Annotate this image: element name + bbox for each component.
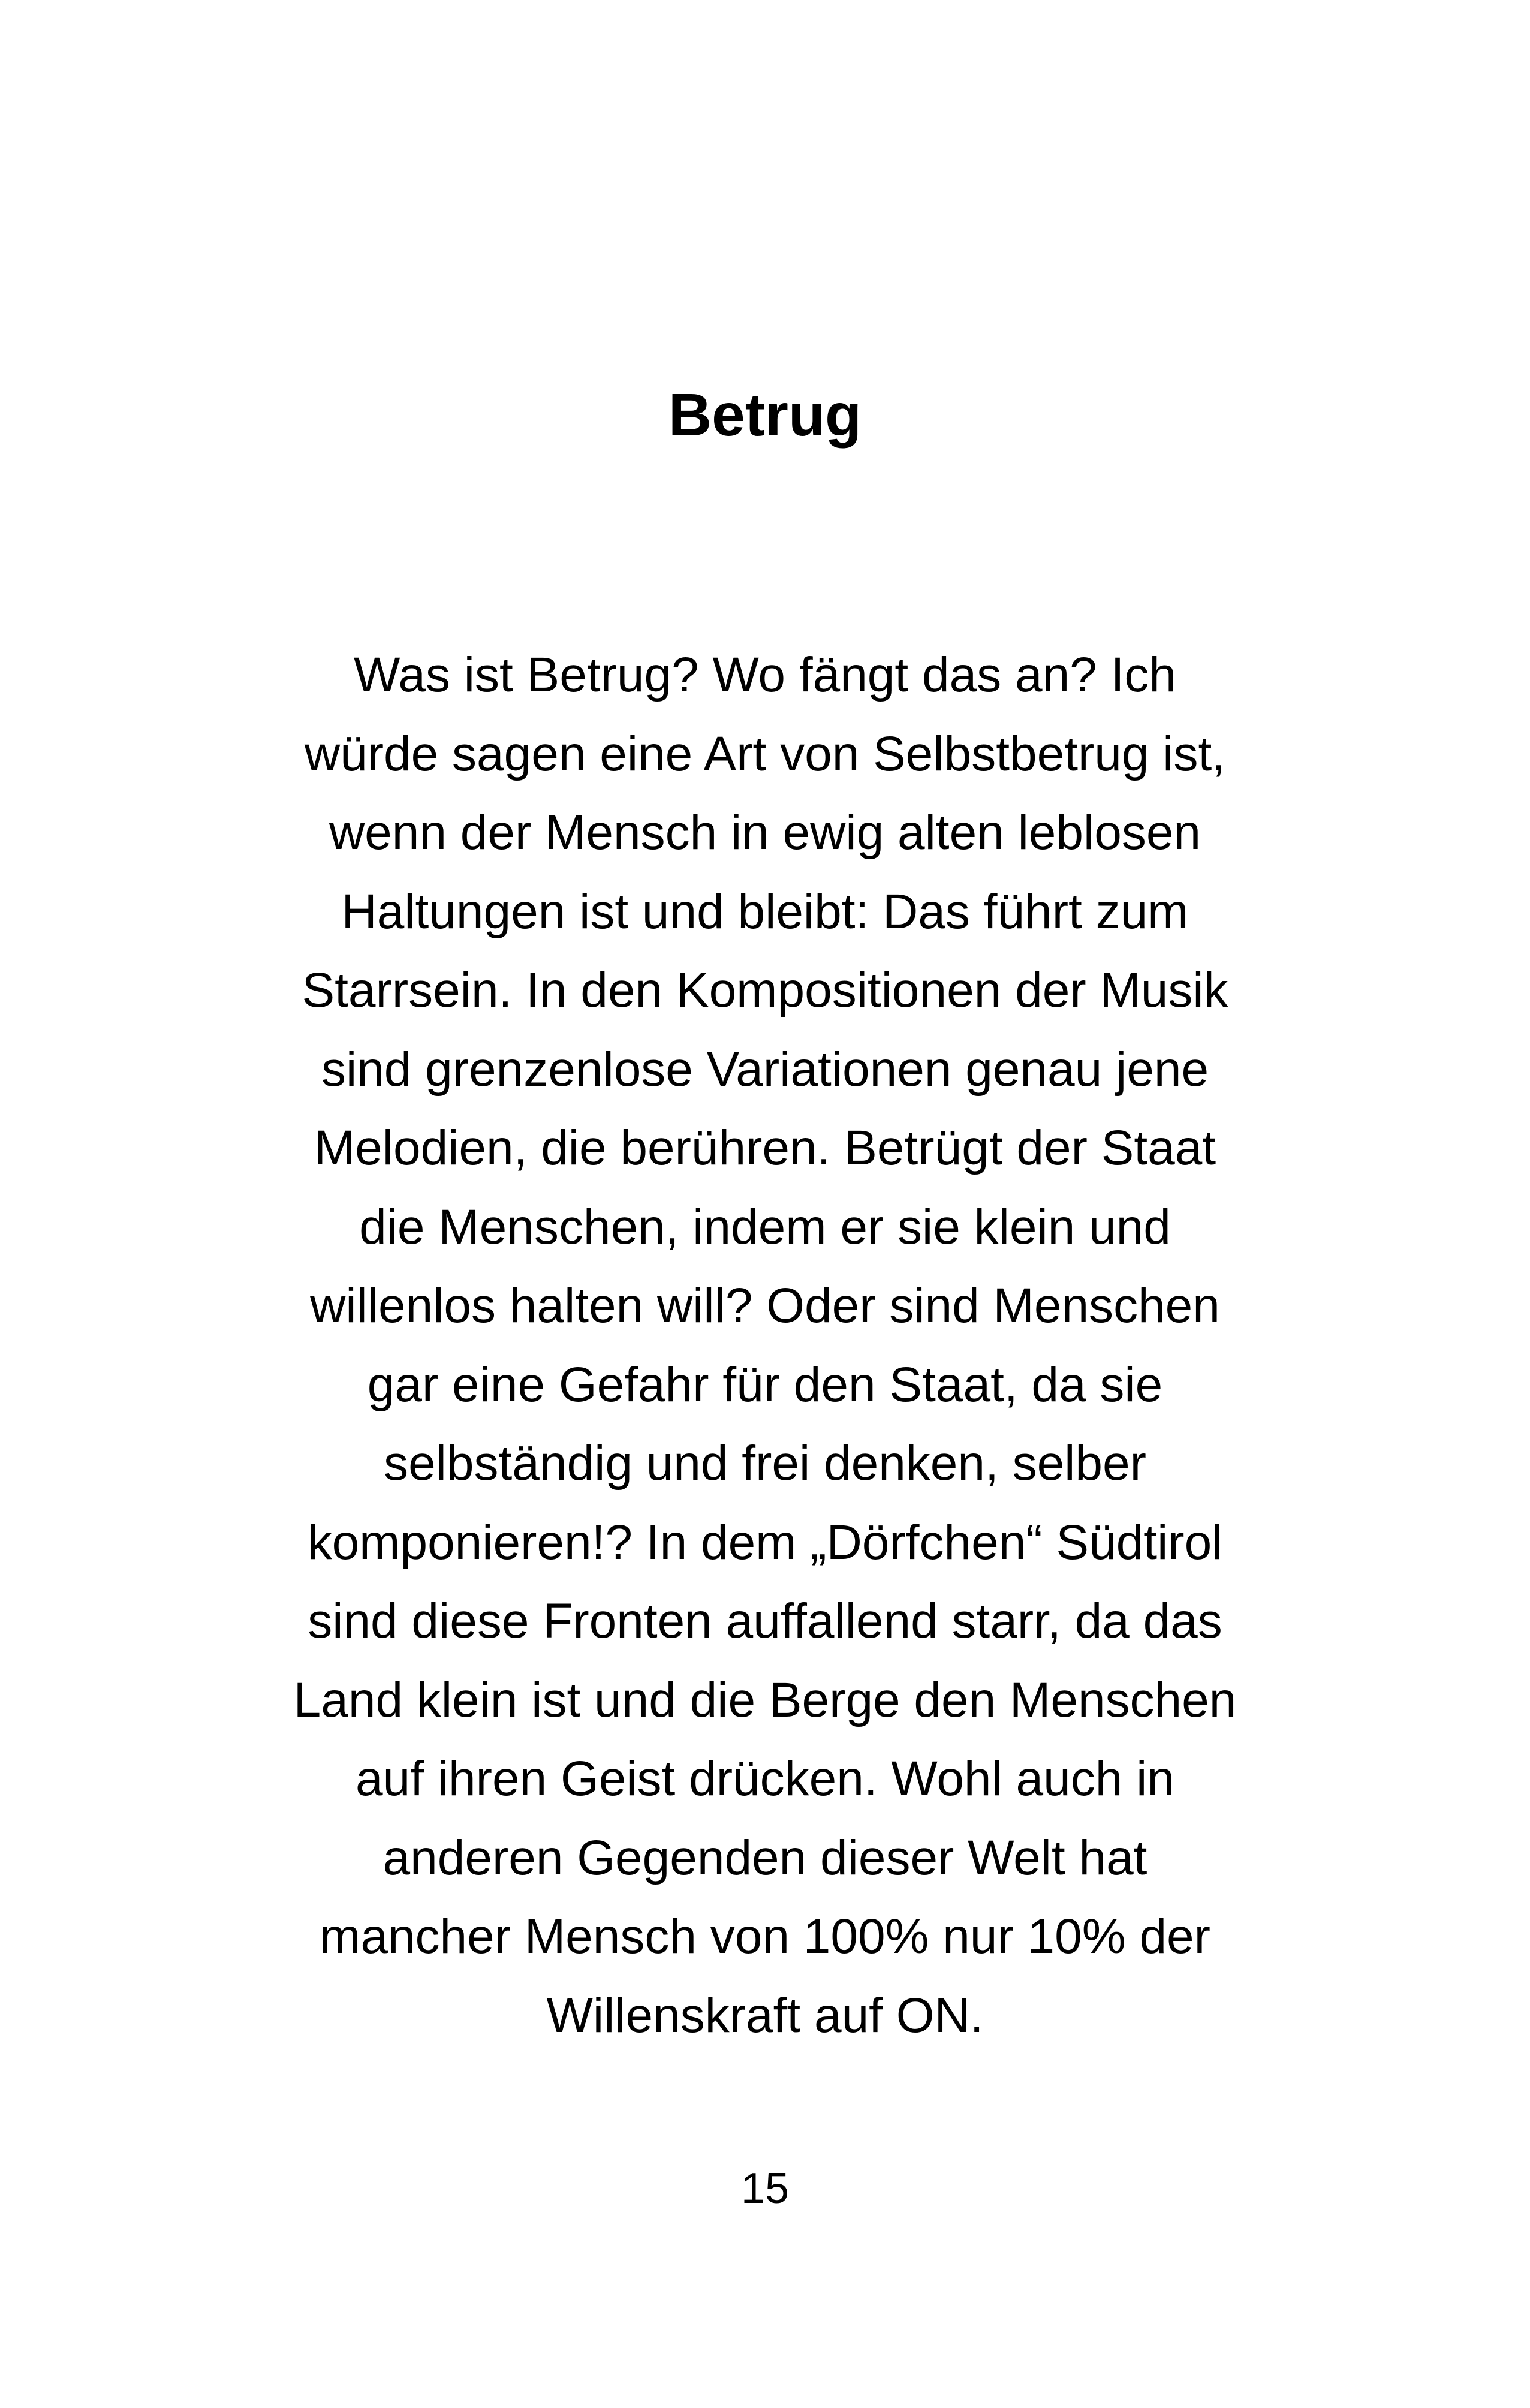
- paragraph-line: die Menschen, indem er sie klein und: [359, 1199, 1171, 1254]
- paragraph-line: mancher Mensch von 100% nur 10% der: [320, 1909, 1210, 1964]
- paragraph-line: komponieren!? In dem „Dörfchen“ Südtirol: [307, 1515, 1223, 1570]
- paragraph-line: sind grenzenlose Variationen genau jene: [321, 1042, 1209, 1097]
- paragraph-line: Land klein ist und die Berge den Menschen: [293, 1672, 1237, 1727]
- body-paragraph: [204, 636, 1326, 2055]
- chapter-title: Betrug: [668, 381, 862, 449]
- paragraph-line: selbständig und frei denken, selber: [384, 1436, 1146, 1491]
- paragraph-line: wenn der Mensch in ewig alten leblosen: [329, 805, 1201, 860]
- paragraph-line: würde sagen eine Art von Selbstbetrug ist,: [304, 726, 1226, 781]
- paragraph-line: willenlos halten will? Oder sind Menschen: [310, 1278, 1220, 1333]
- paragraph-line: auf ihren Geist drücken. Wohl auch in: [356, 1751, 1174, 1806]
- page-number: 15: [740, 2165, 790, 2213]
- paragraph-line: Melodien, die berühren. Betrügt der Staat: [314, 1121, 1216, 1175]
- paragraph-line: anderen Gegenden dieser Welt hat: [382, 1830, 1148, 1885]
- paragraph-line: gar eine Gefahr für den Staat, da sie: [367, 1357, 1163, 1412]
- paragraph-line: Haltungen ist und bleibt: Das führt zum: [341, 884, 1189, 939]
- paragraph-line: Was ist Betrug? Wo fängt das an? Ich: [354, 648, 1176, 702]
- paragraph-line: Willenskraft auf ON.: [546, 1988, 984, 2043]
- paragraph-line: Starrsein. In den Kompositionen der Musik: [302, 963, 1228, 1018]
- paragraph-line: sind diese Fronten auffallend starr, da das: [308, 1594, 1222, 1648]
